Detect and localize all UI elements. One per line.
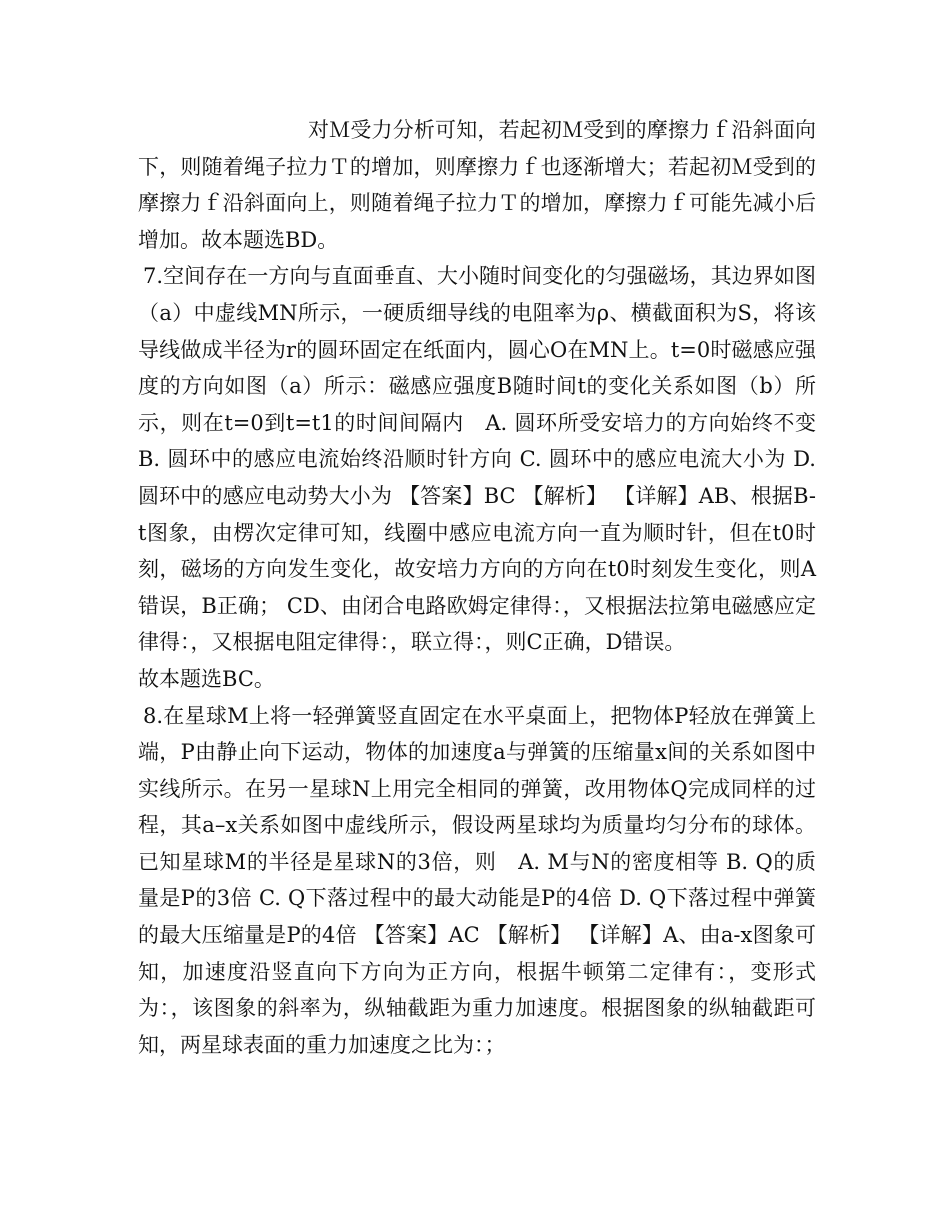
question-8-paragraph: 8.在星球M上将一轻弹簧竖直固定在水平桌面上，把物体P轻放在弹簧上端，P由静止向下运动，物体的加速度a与弹簧的压缩量x间的关系如图中实线所示。在另一星球N上用完全相同的弹簧，改用物体Q完成同样的过程，其a–x关系如图中虚线所示，假设两星球均为质量均匀分布的球体。已知星球M的半径是星球N的3倍，则 A. M与N的密度相等 B. Q的质量是P的3倍 C. Q下落过程中的最大动能是P的4倍 D. Q下落过程中弹簧的最大压缩量是P的4倍 【答案】AC 【解析】 【详解】A、由a-x图象可知，加速度沿竖直向下方向为正方向，根据牛顿第二定律有：，变形式为：，该图象的斜率为，纵轴截距为重力加速度。根据图象的纵轴截距可知，两星球表面的重力加速度之比为：； [138,703,816,1057]
document-page [138,112,816,1063]
question-7-conclusion: 故本题选BC。 [138,666,275,691]
question-7-paragraph: 7.空间存在一方向与直面垂直、大小随时间变化的匀强磁场，其边界如图（a）中虚线MN所示，一硬质细导线的电阻率为ρ、横截面积为S，将该导线做成半径为r的圆环固定在纸面内，圆心O在MN上。t=0时磁感应强度的方向如图（a）所示：磁感应强度B随时间t的变化关系如图（b）所示，则在t=0到t=t1的时间间隔内 A. 圆环所受安培力的方向始终不变 B. 圆环中的感应电流始终沿顺时针方向 C. 圆环中的感应电流大小为 D. 圆环中的感应电动势大小为 【答案】BC 【解析】 【详解】AB、根据B-t图象，由楞次定律可知，线圈中感应电流方向一直为顺时针，但在t0时刻，磁场的方向发生变化，故安培力方向的方向在t0时刻发生变化，则A错误，B正确； CD、由闭合电路欧姆定律得：，又根据法拉第电磁感应定律得：，又根据电阻定律得：，联立得：，则C正确，D错误。 [138,264,816,655]
paragraph-friction-analysis: 对Ｍ受力分析可知，若起初Ｍ受到的摩擦力ｆ沿斜面向下，则随着绳子拉力Ｔ的增加，则摩擦力ｆ也逐渐增大；若起初Ｍ受到的摩擦力ｆ沿斜面向上，则随着绳子拉力Ｔ的增加，摩擦力ｆ可能先减小后增加。故本题选BD。 [138,118,816,252]
